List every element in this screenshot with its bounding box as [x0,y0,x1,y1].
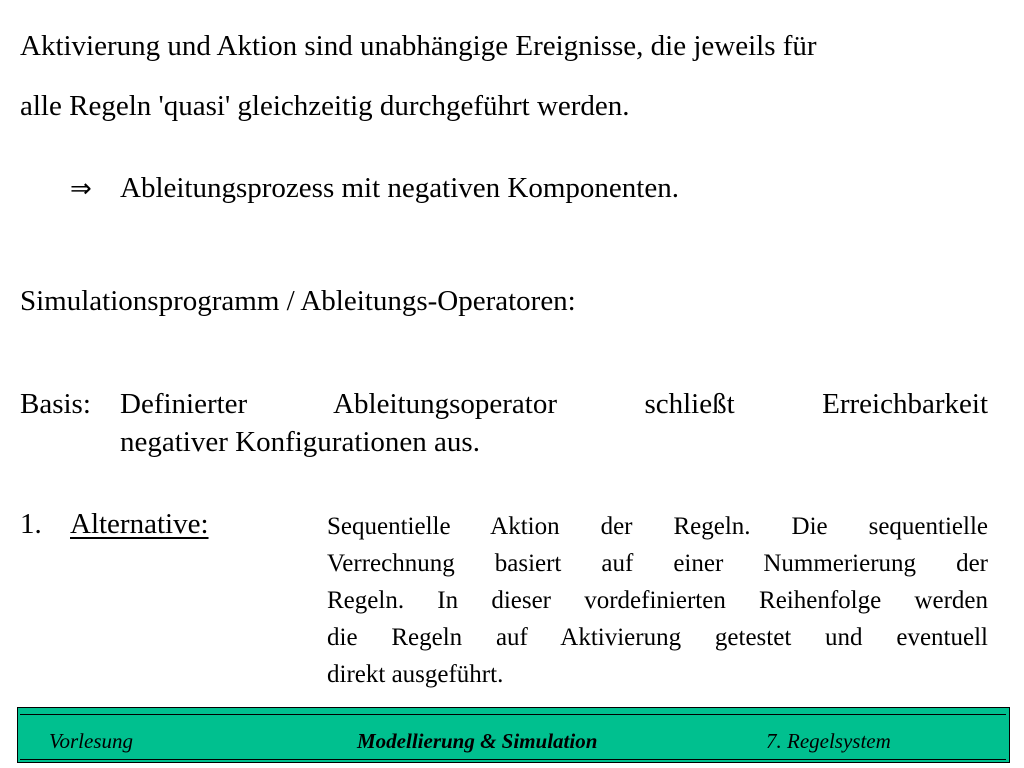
intro-line-1: Aktivierung und Aktion sind unabhängige Ereignisse, die jeweils für [20,30,817,62]
alternative-line-3: Regeln. In dieser vordefinierten Reihenfolge werden [327,587,988,614]
alternative-line-1: Sequentielle Aktion der Regeln. Die sequentielle [327,513,988,540]
simulation-heading: Simulationsprogramm / Ableitungs-Operatoren: [20,285,576,317]
alternative-line-5: direkt ausgeführt. [327,661,504,688]
footer-lecture-label: Vorlesung [49,729,133,753]
implies-arrow-icon: ⇒ [70,174,92,204]
footer-course-title: Modellierung & Simulation [357,729,598,753]
intro-line-2: alle Regeln 'quasi' gleichzeitig durchgeführt werden. [20,90,630,122]
alternative-number: 1. [20,508,42,540]
footer-bar [17,707,1010,763]
basis-label: Basis: [20,388,91,420]
footer-inner-frame [20,714,1006,760]
alternative-label: Alternative: [70,508,209,540]
alternative-line-2: Verrechnung basiert auf einer Nummerierung der [327,550,988,577]
basis-text-line-1: Definierter Ableitungsoperator schließt Erreichbarkeit [120,388,988,420]
implication-line [70,170,679,207]
implication-text: Ableitungsprozess mit negativen Komponenten. [120,172,679,204]
basis-text-line-2: negativer Konfigurationen aus. [120,426,480,458]
footer-chapter-label: 7. Regelsystem [766,729,891,753]
alternative-line-4: die Regeln auf Aktivierung getestet und eventuell [327,624,988,651]
